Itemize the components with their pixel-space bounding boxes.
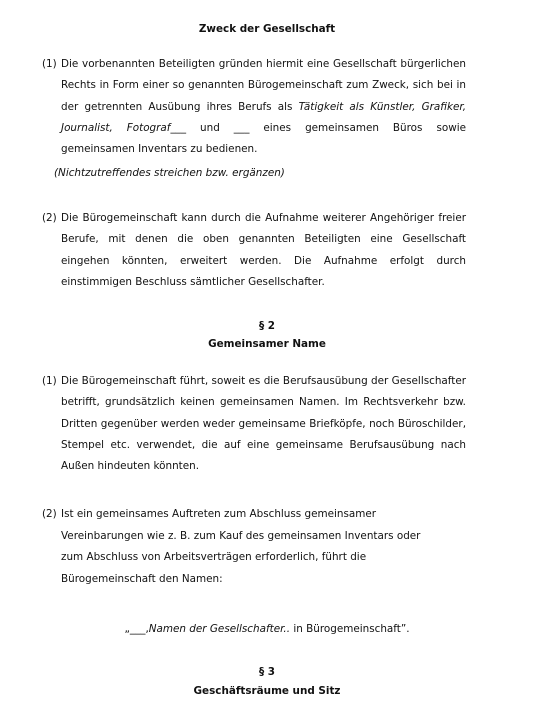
name-line-part: „___, xyxy=(124,623,149,635)
section-2-title: Gemeinsamer Name xyxy=(208,338,326,350)
text-line: zum Abschluss von Arbeitsverträgen erforderlich, führt die xyxy=(61,551,367,564)
paragraph-text-part: und ___ eines gemeinsamen Büros sowie gemeinsamen Inventars zu bedienen. xyxy=(61,121,466,156)
section-2-paragraph-1 xyxy=(42,371,466,477)
instruction-note: (Nichtzutreffendes streichen bzw. ergänzen) xyxy=(54,167,285,179)
paragraph-number: (1) xyxy=(42,58,57,70)
text-line: Bürogemeinschaft den Namen: xyxy=(61,573,223,586)
paragraph-text xyxy=(61,504,466,591)
text-line: Vereinbarungen wie z. B. zum Kauf des gemeinsamen Inventars oder xyxy=(61,529,421,542)
paragraph-number: (1) xyxy=(42,375,57,387)
section-2-number: § 2 xyxy=(258,320,276,332)
paragraph-text: Die Bürogemeinschaft führt, soweit es die Berufsausübung der Gesellschafter betrifft, grundsätzlich keinen gemeinsamen Namen. Im Rechtsverkehr bzw. Dritten gegenüber werden weder gemeinsame Briefköpfe, noch Büroschilder, Stempel etc. verwendet, die auf eine gemeinsame Berufsausübung nach Außen hindeuten könnten. xyxy=(61,375,466,473)
text-line: Ist ein gemeinsames Auftreten zum Abschluss gemeinsamer xyxy=(61,508,377,520)
section-1-paragraph-2 xyxy=(42,208,466,293)
profession-placeholder: Tätigkeit als Künstler, Grafiker, Journalist, Fotograf___ xyxy=(61,100,467,134)
paragraph-text xyxy=(61,54,466,160)
paragraph-text: Die Bürogemeinschaft kann durch die Aufnahme weiterer Angehöriger freier Berufe, mit denen die oben genannten Beteiligten eine Gesellschaft eingehen könnten, erweitert werden. Die Aufnahme erfolgt durch einstimmigen Beschluss sämtlicher Gesellschafter. xyxy=(61,212,466,288)
section-1-paragraph-1 xyxy=(42,54,466,160)
name-line-part: in Bürogemeinschaft”. xyxy=(290,623,410,635)
paragraph-text-part: Die vorbenannten Beteiligten gründen hiermit eine Gesellschaft bürgerlichen Rechts in Form einer so genannten Bürogemeinschaft zum Zweck, sich bei in der getrennten Ausübung ihres Berufs als xyxy=(61,58,466,113)
section-1-title: Zweck der Gesellschaft xyxy=(198,23,336,35)
company-name-line xyxy=(0,622,534,636)
section-2-paragraph-2 xyxy=(42,504,466,591)
paragraph-number: (2) xyxy=(42,212,57,224)
paragraph-number: (2) xyxy=(42,508,57,520)
section-3-number: § 3 xyxy=(258,666,276,678)
partner-names-placeholder: Namen der Gesellschafter.. xyxy=(148,623,291,635)
section-3-title: Geschäftsräume und Sitz xyxy=(193,685,341,697)
